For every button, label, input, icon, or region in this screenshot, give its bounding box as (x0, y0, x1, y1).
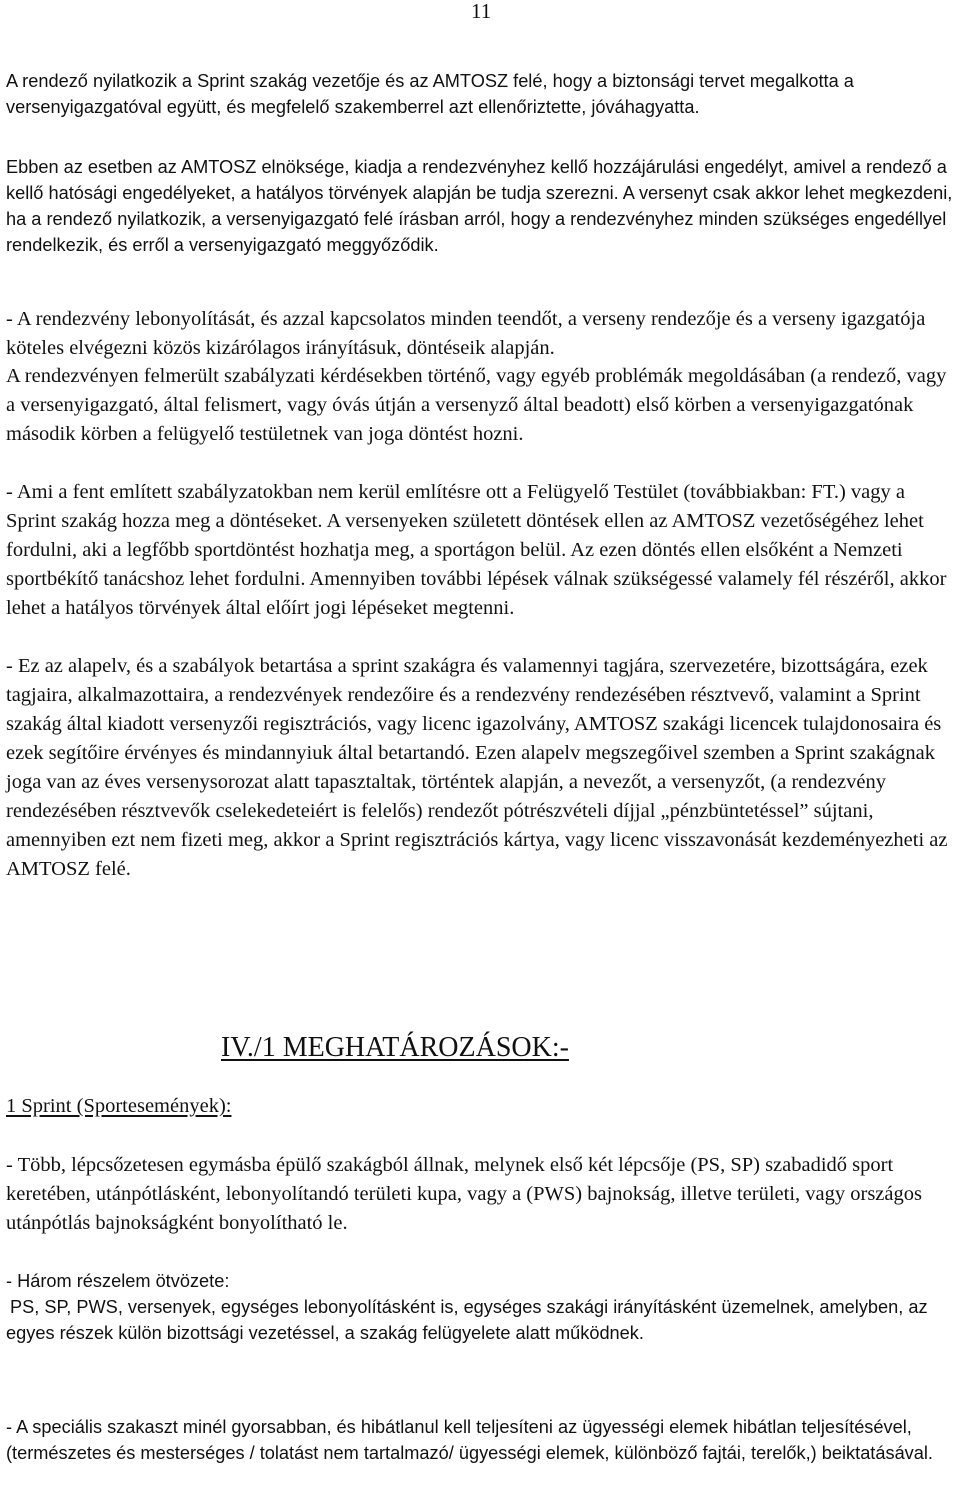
paragraph-safety-declaration: A rendező nyilatkozik a Sprint szakág vezetője és az AMTOSZ felé, hogy a biztonsági tervet megalkotta a versenyigazgatóval együtt, és megfelelő szakemberrel azt ellenőriztette, jóváhagyatta. (6, 71, 854, 117)
paragraph-start-condition: A versenyt csak akkor lehet megkezdeni, ha a rendező nyilatkozik, a versenyigazgató felé írásban arról, hogy a rendezvényhez minden szükséges engedéllyel rendelkezik, és erről a versenyigazgató meggyőződik. (6, 183, 953, 255)
paragraph-permit-and-start (6, 154, 956, 258)
paragraph-permit-issuance: Ebben az esetben az AMTOSZ elnöksége, kiadja a rendezvényhez kellő hozzájárulási engedélyt, amivel a rendező a kellő hatósági engedélyeket, a hatályos törvények alapján be tudja szerezni. (6, 157, 947, 203)
three-elements-label: - Három részelem ötvözete: (6, 1271, 230, 1291)
subsection-heading: 1 Sprint (Sportesemények): (6, 1095, 232, 1117)
paragraph-three-elements (6, 1268, 956, 1346)
paragraph-sprint-description: - Több, lépcsőzetesen egymásba épülő szakágból állnak, melynek első két lépcsője (PS, SP) szabadidő sport keretében, utánpótlásként, lebonyolítandó területi kupa, vagy a (PWS) bajnokság, illetve területi, vagy országos utánpótlás bajnokságként bonyolítható le. (6, 1154, 922, 1234)
paragraph-event-management: - A rendezvény lebonyolítását, és azzal kapcsolatos minden teendőt, a verseny rendezője és a verseny igazgatója köteles elvégezni közös kizárólagos irányításuk, döntéseik alapján. (6, 308, 926, 359)
paragraph-principle-enforcement: - Ez az alapelv, és a szabályok betartása a sprint szakágra és valamennyi tagjára, szervezetére, bizottságára, ezek tagjaira, alkalmazottaira, a rendezvények rendezőire és a rendezvény rendezésében résztvevő, valamint a Sprint szakág által kiadott versenyzői regisztrációs, vagy licenc igazolvány, AMTOSZ szakági licencek tulajdonosaira és ezek segítőire érvényes és mindannyiuk által betartandó. Ezen alapelv megszegőivel szemben a Sprint szakágnak joga van az éves versenysorozat alatt tapasztaltak, történtek alapján, a nevezőt, a versenyzőt, (a rendezvény rendezésében résztvevők cselekedeteiért is felelős) rendezőt pótrészvételi díjjal „pénzbüntetéssel” sújtani, amennyiben ezt nem fizeti meg, akkor a Sprint regisztrációs kártya, vagy licenc visszavonását kezdeményezheti az AMTOSZ felé. (6, 655, 948, 880)
three-elements-text: PS, SP, PWS, versenyek, egységes lebonyolításként is, egységes szakági irányításként üzemelnek, amelyben, az egyes részek külön bizottsági vezetéssel, a szakág felügyelete alatt működnek. (6, 1297, 928, 1343)
paragraph-special-stage: - A speciális szakaszt minél gyorsabban, és hibátlanul kell teljesíteni az ügyességi elemek hibátlan teljesítésével, (természetes és mesterséges / tolatást nem tartalmazó/ ügyességi elemek, különböző fajtái, terelők,) beiktatásával. (6, 1417, 933, 1463)
page-number: 11 (471, 0, 492, 23)
paragraph-rule-questions: A rendezvényen felmerült szabályzati kérdésekben történő, vagy egyéb problémák megoldásában (a rendező, vagy a versenyigazgató, által felismert, vagy óvás útján a versenyző által beadott) első körben a versenyigazgatónak második körben a felügyelő testületnek van joga döntést hozni. (6, 365, 947, 445)
section-heading: IV./1 MEGHATÁROZÁSOK:- (221, 1032, 569, 1063)
paragraph-appeals: - Ami a fent említett szabályzatokban nem kerül említésre ott a Felügyelő Testület (továbbiakban: FT.) vagy a Sprint szakág hozza meg a döntéseket. A versenyeken született döntések ellen az AMTOSZ vezetőségéhez lehet fordulni, aki a legfőbb sportdöntést hozhatja meg, a sportágon belül. Az ezen döntés ellen elsőként a Nemzeti sportbékítő tanácshoz lehet fordulni. Amennyiben további lépések válnak szükségessé valamely fél részéről, akkor lehet a hatályos törvények által előírt jogi lépéseket megtenni. (6, 481, 947, 619)
